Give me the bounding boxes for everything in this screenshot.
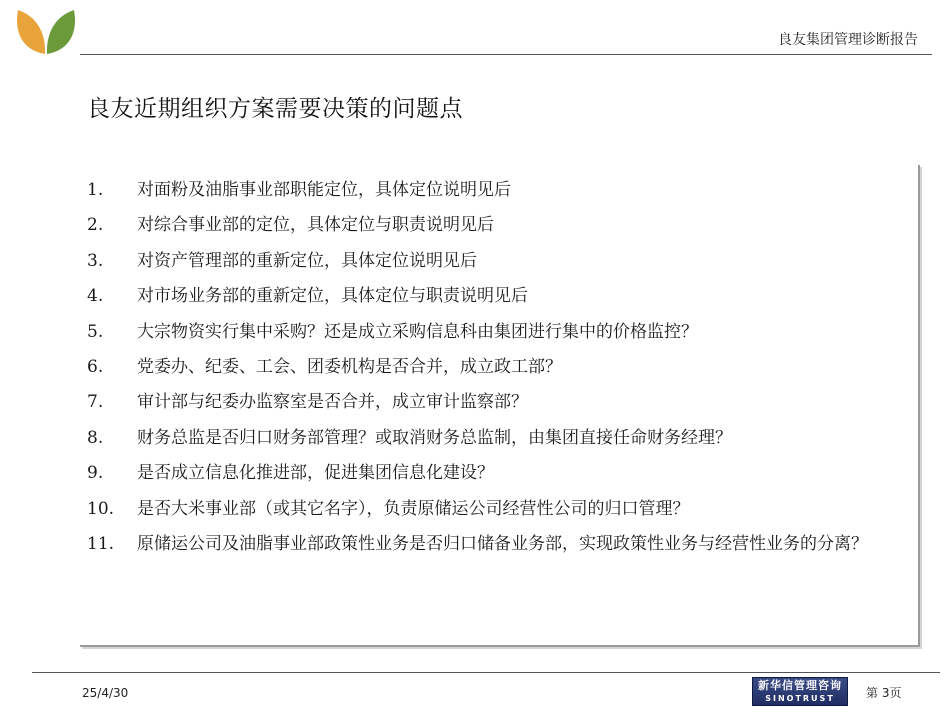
item-number: 4. [87, 286, 104, 306]
item-text: 原储运公司及油脂事业部政策性业务是否归口储备业务部，实现政策性业务与经营性业务的分离？ [137, 534, 868, 554]
item-number: 1. [87, 180, 104, 200]
header-divider [80, 54, 932, 55]
item-number: 8. [87, 428, 104, 448]
item-text: 对资产管理部的重新定位，具体定位说明见后 [137, 251, 477, 271]
item-number: 3. [87, 251, 104, 271]
item-number: 5. [87, 322, 104, 342]
item-text: 财务总监是否归口财务部管理？或取消财务总监制，由集团直接任命财务经理？ [137, 428, 732, 448]
sinotrust-logo [752, 677, 848, 706]
item-text: 审计部与纪委办监察室是否合并，成立审计监察部？ [137, 392, 528, 412]
footer-divider [32, 672, 940, 673]
item-text: 大宗物资实行集中采购？还是成立采购信息科由集团进行集中的价格监控？ [137, 322, 698, 342]
item-text: 对综合事业部的定位，具体定位与职责说明见后 [137, 215, 494, 235]
item-number: 7. [87, 392, 104, 412]
item-text: 党委办、纪委、工会、团委机构是否合并，成立政工部？ [137, 357, 562, 377]
brand-name-en: SINOTRUST [765, 694, 835, 703]
item-text: 是否成立信息化推进部，促进集团信息化建设？ [137, 463, 494, 483]
brand-name-cn: 新华信管理咨询 [758, 679, 842, 692]
item-number: 11. [87, 534, 115, 554]
item-number: 9. [87, 463, 104, 483]
item-text: 对面粉及油脂事业部职能定位，具体定位说明见后 [137, 180, 511, 200]
footer-date: 25/4/30 [82, 686, 129, 700]
item-number: 6. [87, 357, 104, 377]
item-text: 对市场业务部的重新定位，具体定位与职责说明见后 [137, 286, 528, 306]
page-number: 第 3页 [866, 686, 902, 700]
item-number: 10. [87, 499, 115, 519]
item-text: 是否大米事业部（或其它名字），负责原储运公司经营性公司的归口管理？ [137, 499, 690, 519]
leaf-logo-icon [12, 4, 80, 58]
report-title: 良友集团管理诊断报告 [778, 32, 918, 48]
page-title: 良友近期组织方案需要决策的问题点 [87, 96, 463, 122]
item-number: 2. [87, 215, 104, 235]
